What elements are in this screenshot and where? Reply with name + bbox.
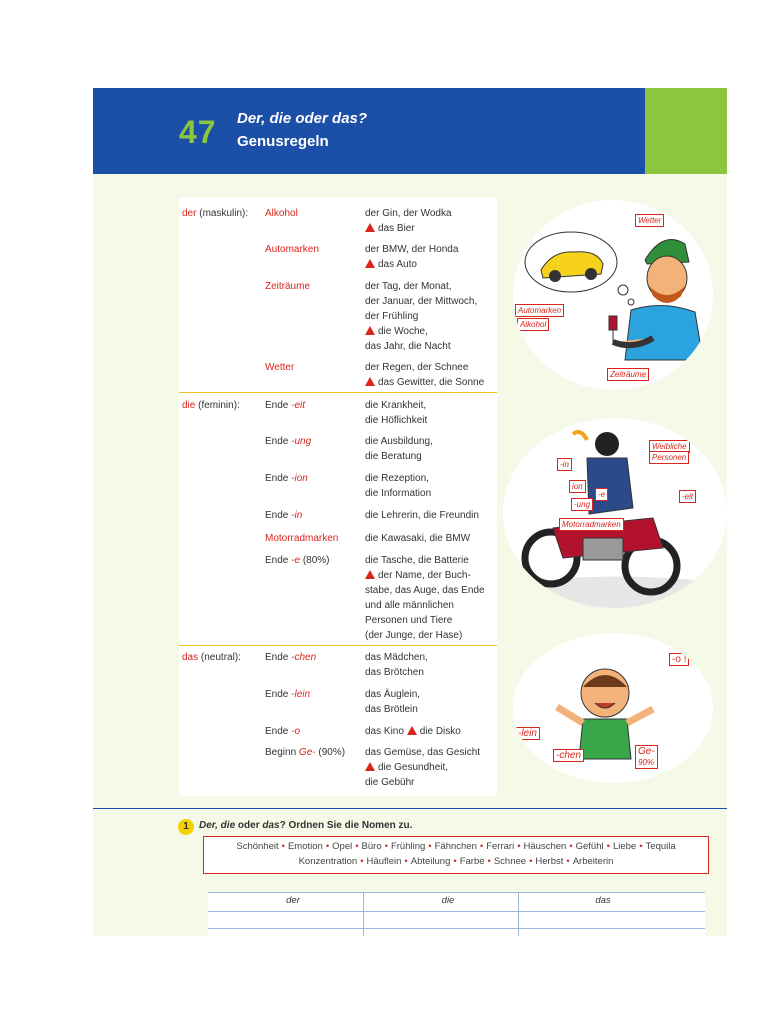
grid-divider (518, 893, 519, 936)
tag-zeitraeume: Zeiträume (607, 368, 649, 381)
column-header-die: die (441, 895, 455, 906)
tag-ung: -ung (571, 498, 593, 511)
man-drinking-drawing (513, 200, 713, 390)
exercise-separator (93, 808, 727, 809)
rule-examples (365, 206, 452, 236)
rule-examples (365, 434, 433, 464)
rule-category: Ende -ung (265, 436, 312, 447)
rule-examples (365, 724, 461, 739)
rule-category: Ende -lein (265, 689, 311, 700)
example-line: das Kino die Disko (365, 726, 461, 737)
word-separator: • (428, 841, 432, 852)
example-line: der Name, der Buch- (365, 568, 485, 583)
tag-chen: -chen (553, 749, 584, 762)
tag-eit: -eit (679, 490, 696, 503)
example-line: das Jahr, die Nacht (365, 341, 451, 352)
word-item: Häuflein (366, 856, 402, 867)
group-das: das (neutral): (182, 652, 241, 663)
word-separator: • (529, 856, 533, 867)
rule-examples (365, 360, 484, 390)
rule-examples (365, 471, 431, 501)
word-separator: • (517, 841, 521, 852)
warning-icon (365, 223, 375, 232)
example-line: die Rezeption, (365, 473, 429, 484)
rule-examples (365, 650, 428, 680)
rule-examples (365, 745, 480, 790)
example-line: das Brötchen (365, 667, 424, 678)
word-line-2 (204, 856, 708, 867)
exercise-number-badge: 1 (178, 819, 194, 835)
textbook-page (93, 88, 727, 936)
example-line: die Woche, (365, 324, 477, 339)
word-item: Farbe (459, 856, 485, 867)
chapter-number: 47 (179, 114, 217, 150)
word-item: Schönheit (236, 841, 279, 852)
example-line: der Januar, der Mittwoch, (365, 296, 478, 307)
example-line: die Kawasaki, die BMW (365, 533, 471, 544)
rule-category: Ende -eit (265, 400, 306, 411)
word-separator: • (479, 841, 484, 852)
grid-line (208, 928, 705, 929)
rule-examples (365, 242, 458, 272)
header-green-block (645, 88, 727, 174)
warning-icon (407, 726, 417, 735)
motorcycle-drawing (503, 418, 727, 608)
tag-automarken: Automarken (515, 304, 564, 317)
example-line: das Äuglein, (365, 689, 421, 700)
word-separator: • (355, 841, 359, 852)
example-line: und alle männlichen (365, 600, 454, 611)
answer-grid (208, 892, 705, 936)
word-box (203, 836, 709, 874)
grid-divider (363, 893, 364, 936)
word-separator: • (606, 841, 610, 852)
illustration-child (513, 633, 713, 783)
word-item: Tequila (645, 841, 676, 852)
tag-lein: -lein (515, 727, 540, 740)
word-separator: • (281, 841, 285, 852)
tag-e: -e (595, 488, 608, 501)
tag-wetter: Wetter (635, 214, 664, 227)
example-line: der Tag, der Monat, (365, 281, 452, 292)
rule-examples (365, 279, 477, 354)
example-line: die Gesundheit, (365, 760, 480, 775)
tag-weibliche: Weibliche (649, 440, 690, 453)
divider-der-die (179, 392, 497, 393)
grid-line (208, 911, 705, 912)
word-item: Opel (332, 841, 353, 852)
rule-examples (365, 508, 479, 523)
example-line: die Gebühr (365, 777, 415, 788)
word-separator: • (453, 856, 457, 867)
word-item: Abteilung (410, 856, 451, 867)
rule-category: Motorradmarken (265, 533, 339, 544)
example-line: die Ausbildung, (365, 436, 433, 447)
rule-examples (365, 398, 427, 428)
example-line: die Beratung (365, 451, 422, 462)
word-item: Arbeiterin (572, 856, 614, 867)
rule-category: Beginn Ge- (90%) (265, 747, 346, 758)
example-line: die Tasche, die Batterie (365, 555, 469, 566)
tag-ge: Ge- 90% (635, 745, 658, 769)
rule-category: Wetter (265, 362, 295, 373)
word-item: Ferrari (486, 841, 515, 852)
warning-icon (365, 377, 375, 386)
chapter-subtitle: Genusregeln (237, 133, 329, 150)
tag-motorradmarken: Motorradmarken (559, 518, 624, 531)
word-separator: • (360, 856, 364, 867)
word-item: Schnee (493, 856, 527, 867)
exercise-instruction: Der, die oder das? Ordnen Sie die Nomen zu. (199, 820, 413, 831)
word-item: Büro (361, 841, 382, 852)
word-line-1 (204, 841, 708, 852)
word-item: Liebe (612, 841, 637, 852)
column-header-das: das (595, 895, 611, 906)
warning-icon (365, 326, 375, 335)
group-der: der (maskulin): (182, 208, 249, 219)
rule-examples (365, 531, 470, 546)
rule-category: Ende -in (265, 510, 303, 521)
example-line: der Frühling (365, 311, 419, 322)
example-line: die Krankheit, (365, 400, 427, 411)
tag-alkohol: Alkohol (517, 318, 549, 331)
divider-die-das (179, 645, 497, 646)
illustration-motorcycle-rider (503, 418, 727, 608)
tag-personen: Personen (649, 451, 689, 464)
warning-icon (365, 259, 375, 268)
example-line: (der Junge, der Hase) (365, 630, 463, 641)
tag-o: -o ! (669, 653, 689, 666)
example-line: der Gin, der Wodka (365, 208, 452, 219)
word-item: Häuschen (523, 841, 567, 852)
group-die: die (feminin): (182, 400, 240, 411)
word-item: Fähnchen (434, 841, 477, 852)
rule-category: Zeiträume (265, 281, 311, 292)
example-line: die Information (365, 488, 432, 499)
example-line: das Brötlein (365, 704, 418, 715)
illustration-man-drinking (513, 200, 713, 390)
word-separator: • (639, 841, 643, 852)
word-separator: • (404, 856, 408, 867)
rule-category: Automarken (265, 244, 319, 255)
rule-category: Ende -e (80%) (265, 555, 330, 566)
example-line: die Höflichkeit (365, 415, 428, 426)
word-item: Gefühl (575, 841, 604, 852)
example-line: der Regen, der Schnee (365, 362, 469, 373)
word-item: Emotion (287, 841, 323, 852)
chapter-title: Der, die oder das? (237, 110, 368, 127)
example-line: stabe, das Auge, das Ende (365, 585, 485, 596)
chapter-header (93, 88, 727, 174)
word-separator: • (487, 856, 491, 867)
word-item: Frühling (390, 841, 426, 852)
example-line: das Auto (365, 257, 458, 272)
rule-category: Ende -o (265, 726, 301, 737)
example-line: das Gemüse, das Gesicht (365, 747, 481, 758)
word-separator: • (566, 856, 570, 867)
word-separator: • (569, 841, 573, 852)
word-item: Herbst (535, 856, 564, 867)
example-line: Personen und Tiere (365, 615, 453, 626)
rule-category: Alkohol (265, 208, 298, 219)
column-header-der: der (286, 895, 300, 906)
word-item: Konzentration (298, 856, 358, 867)
example-line: das Mädchen, (365, 652, 428, 663)
example-line: das Bier (365, 221, 452, 236)
word-separator: • (325, 841, 330, 852)
rule-category: Ende -chen (265, 652, 317, 663)
example-line: der BMW, der Honda (365, 244, 459, 255)
tag-ion: ion (569, 480, 586, 493)
rule-examples (365, 687, 420, 717)
warning-icon (365, 570, 375, 579)
rule-category: Ende -ion (265, 473, 308, 484)
example-line: die Lehrerin, die Freundin (365, 510, 479, 521)
example-line: das Gewitter, die Sonne (365, 375, 484, 390)
tag-in: -in (557, 458, 572, 471)
warning-icon (365, 762, 375, 771)
word-separator: • (384, 841, 388, 852)
rule-examples (365, 553, 485, 643)
